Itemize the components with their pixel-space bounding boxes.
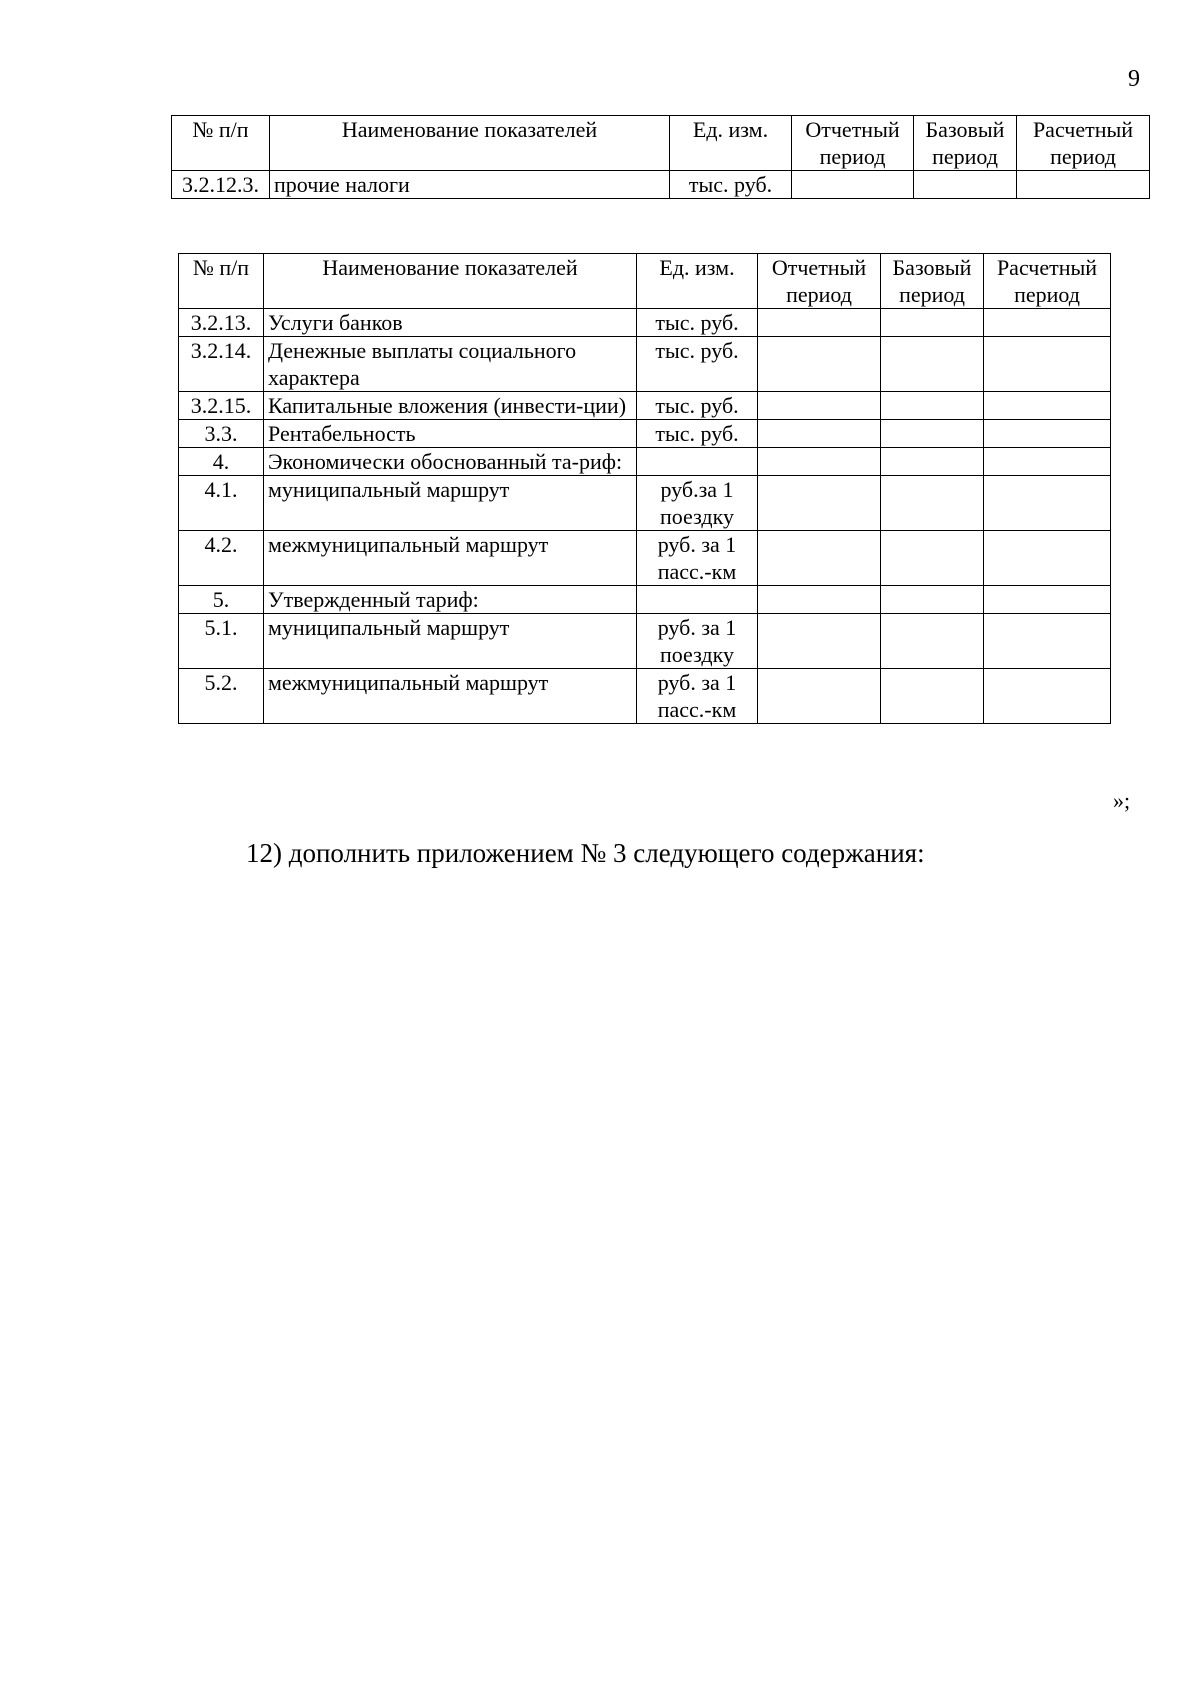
- table-cell: [914, 171, 1017, 199]
- table-row: [179, 586, 1111, 614]
- table-cell: [984, 669, 1111, 724]
- table-row: [179, 476, 1111, 531]
- table-cell: [792, 171, 914, 199]
- table-cell: [881, 476, 984, 531]
- table-cell: [758, 448, 881, 476]
- table-cell: [637, 448, 758, 476]
- table-cell: [984, 420, 1111, 448]
- table-cell: [881, 448, 984, 476]
- table-cell: Утвержденный тариф:: [264, 586, 637, 614]
- table-cell: [984, 392, 1111, 420]
- table-cell: тыс. руб.: [637, 309, 758, 337]
- table-cell: Услуги банков: [264, 309, 637, 337]
- table-cell: [881, 420, 984, 448]
- table-cell: тыс. руб.: [670, 171, 792, 199]
- column-header: Отчетный период: [792, 116, 914, 171]
- table-cell: 5.2.: [179, 669, 264, 724]
- table-cell: [637, 586, 758, 614]
- table-cell: 3.2.15.: [179, 392, 264, 420]
- table-cell: тыс. руб.: [637, 337, 758, 392]
- page-number: 9: [1128, 66, 1140, 92]
- table-row: [179, 337, 1111, 392]
- column-header: Ед. изм.: [637, 254, 758, 309]
- column-header: № п/п: [172, 116, 270, 171]
- column-header: Ед. изм.: [670, 116, 792, 171]
- column-header: Базовый период: [881, 254, 984, 309]
- table-cell: [758, 309, 881, 337]
- table-cell: [758, 337, 881, 392]
- table-cell: [984, 448, 1111, 476]
- table-row: [179, 392, 1111, 420]
- table-cell: [984, 531, 1111, 586]
- amendment-paragraph: 12) дополнить приложением № 3 следующего содержания:: [246, 838, 925, 868]
- table-cell: межмуниципальный маршрут: [264, 531, 637, 586]
- table-cell: [881, 614, 984, 669]
- table-cell: прочие налоги: [270, 171, 670, 199]
- table-cell: [758, 614, 881, 669]
- table-cell: [758, 476, 881, 531]
- table-cell: муниципальный маршрут: [264, 476, 637, 531]
- table-header-row: [172, 116, 1150, 171]
- closing-quote-mark: »;: [1113, 788, 1131, 813]
- table-header-row: [179, 254, 1111, 309]
- column-header: Базовый период: [914, 116, 1017, 171]
- table-cell: [758, 531, 881, 586]
- table-cell: [881, 309, 984, 337]
- column-header: Наименование показателей: [270, 116, 670, 171]
- table-cell: руб. за 1 поездку: [637, 614, 758, 669]
- table-cell: [984, 337, 1111, 392]
- table-cell: [758, 392, 881, 420]
- table-cell: 3.2.13.: [179, 309, 264, 337]
- table-cell: [984, 614, 1111, 669]
- table-cell: руб.за 1 поездку: [637, 476, 758, 531]
- table-cell: 5.: [179, 586, 264, 614]
- table-cell: [984, 309, 1111, 337]
- table-cell: Денежные выплаты социального характера: [264, 337, 637, 392]
- table-cell: тыс. руб.: [637, 420, 758, 448]
- table-cell: 3.3.: [179, 420, 264, 448]
- column-header: Отчетный период: [758, 254, 881, 309]
- table-cell: [758, 420, 881, 448]
- table-cell: Капитальные вложения (инвести-ции): [264, 392, 637, 420]
- table-row: [179, 614, 1111, 669]
- column-header: № п/п: [179, 254, 264, 309]
- indicators-table-main: [178, 253, 1111, 724]
- table-cell: 4.2.: [179, 531, 264, 586]
- column-header: Расчетный период: [1017, 116, 1150, 171]
- table-cell: руб. за 1 пасс.-км: [637, 531, 758, 586]
- table-cell: руб. за 1 пасс.-км: [637, 669, 758, 724]
- table-cell: 5.1.: [179, 614, 264, 669]
- table-cell: 3.2.12.3.: [172, 171, 270, 199]
- table-row: [179, 448, 1111, 476]
- table-cell: [984, 586, 1111, 614]
- table-cell: Рентабельность: [264, 420, 637, 448]
- table-row: [179, 669, 1111, 724]
- table-cell: 3.2.14.: [179, 337, 264, 392]
- table-row: [179, 309, 1111, 337]
- table-cell: муниципальный маршрут: [264, 614, 637, 669]
- table-cell: [758, 669, 881, 724]
- table-row: [172, 171, 1150, 199]
- table-row: [179, 531, 1111, 586]
- table-cell: [881, 669, 984, 724]
- table-cell: межмуниципальный маршрут: [264, 669, 637, 724]
- table-cell: тыс. руб.: [637, 392, 758, 420]
- column-header: Расчетный период: [984, 254, 1111, 309]
- indicators-table-top: [171, 115, 1150, 199]
- table-cell: [881, 586, 984, 614]
- table-row: [179, 420, 1111, 448]
- table-cell: [881, 392, 984, 420]
- table-cell: [758, 586, 881, 614]
- table-cell: [881, 337, 984, 392]
- table-cell: Экономически обоснованный та-риф:: [264, 448, 637, 476]
- table-cell: [881, 531, 984, 586]
- table-cell: 4.1.: [179, 476, 264, 531]
- table-cell: [1017, 171, 1150, 199]
- table-cell: 4.: [179, 448, 264, 476]
- column-header: Наименование показателей: [264, 254, 637, 309]
- table-cell: [984, 476, 1111, 531]
